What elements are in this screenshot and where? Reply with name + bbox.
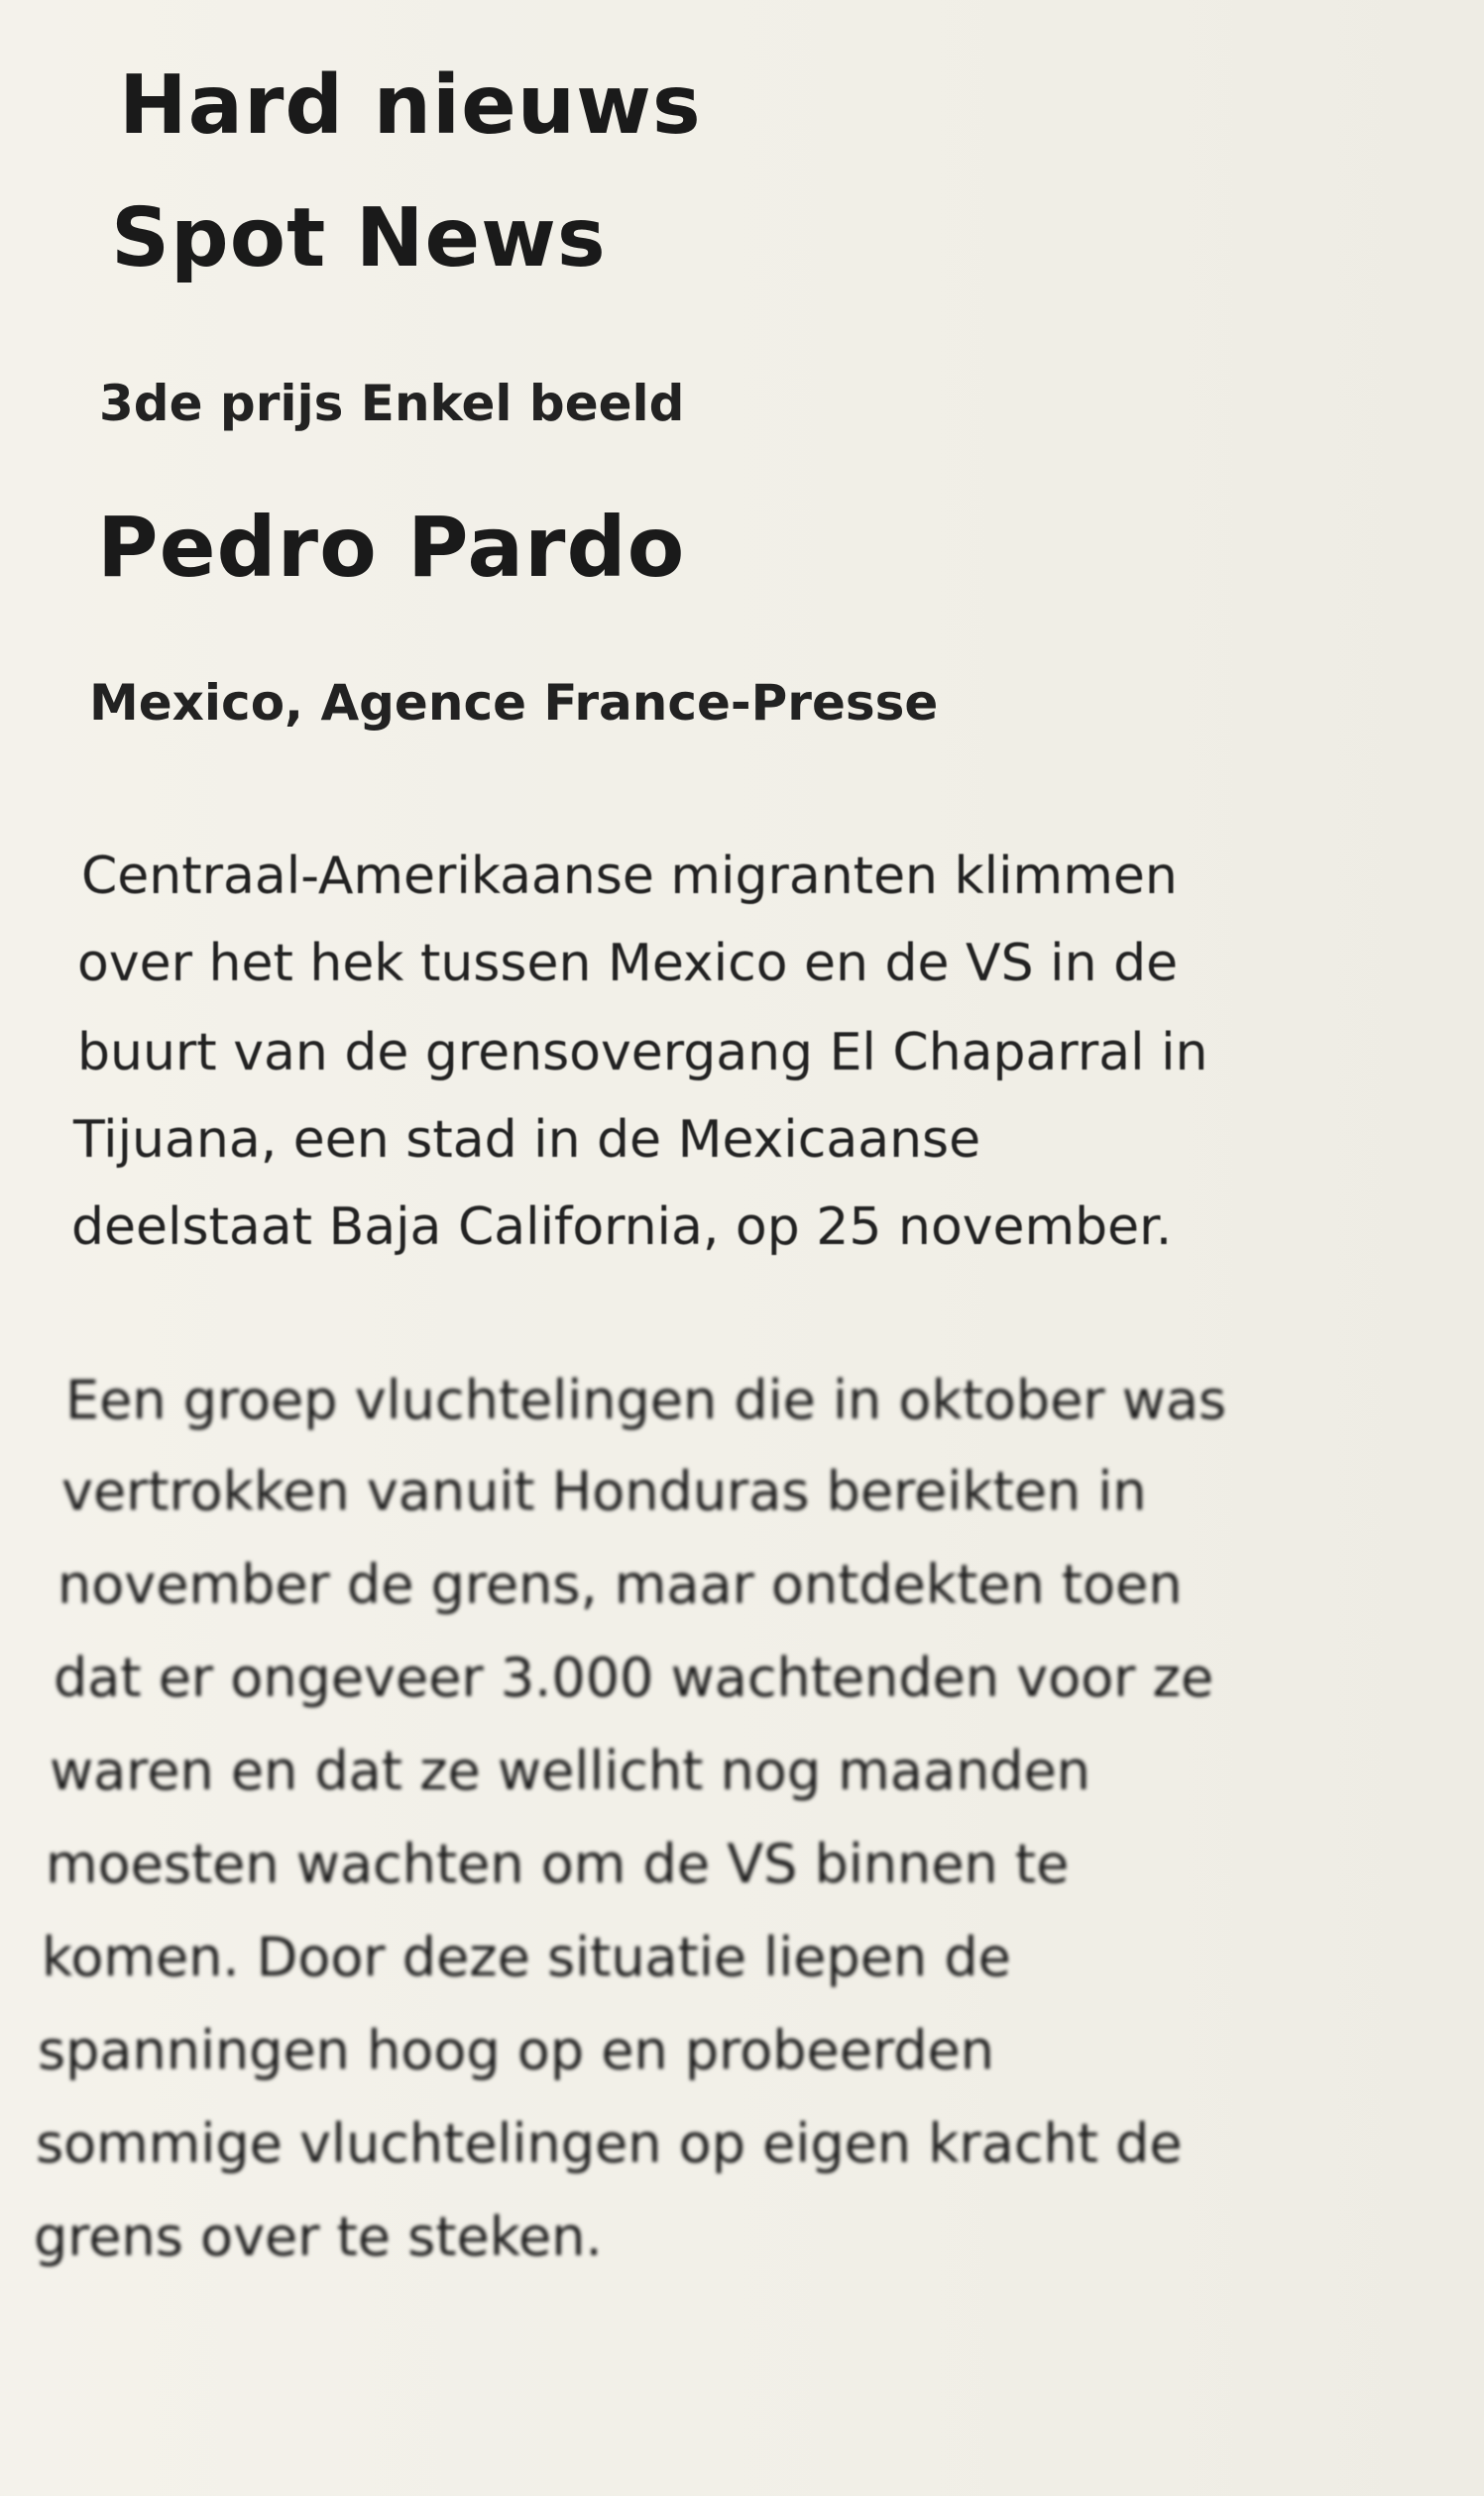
award-label: 3de prijs Enkel beeld: [99, 375, 685, 432]
paragraph-line: dat er ongeveer 3.000 wachtenden voor ze: [54, 1646, 1214, 1709]
category-title-english: Spot News: [111, 191, 607, 285]
paragraph-line: deelstaat Baja California, op 25 november.: [71, 1197, 1173, 1257]
photographer-affiliation: Mexico, Agence France-Presse: [89, 674, 939, 732]
paragraph-line: waren en dat ze wellicht nog maanden: [50, 1740, 1091, 1802]
paragraph-line: grens over te steken.: [34, 2206, 603, 2268]
paragraph-line: Tijuana, een stad in de Mexicaanse: [73, 1110, 981, 1170]
category-title-dutch: Hard nieuws: [119, 58, 702, 153]
paragraph-line: spanningen hoog op en probeerden: [38, 2019, 994, 2082]
paragraph-line: Een groep vluchtelingen die in oktober was: [65, 1369, 1227, 1431]
paragraph-line: sommige vluchtelingen op eigen kracht de: [36, 2112, 1183, 2175]
paragraph-line: november de grens, maar ontdekten toen: [57, 1553, 1183, 1616]
paragraph-line: komen. Door deze situatie liepen de: [42, 1926, 1011, 1988]
paragraph-line: buurt van de grensovergang El Chaparral in: [77, 1023, 1208, 1082]
photographer-name: Pedro Pardo: [97, 499, 686, 596]
paragraph-line: Centraal-Amerikaanse migranten klimmen: [81, 847, 1178, 906]
paragraph-line: vertrokken vanuit Honduras bereikten in: [61, 1460, 1147, 1523]
paragraph-line: moesten wachten om de VS binnen te: [46, 1833, 1070, 1895]
paragraph-line: over het hek tussen Mexico en de VS in de: [77, 934, 1179, 993]
